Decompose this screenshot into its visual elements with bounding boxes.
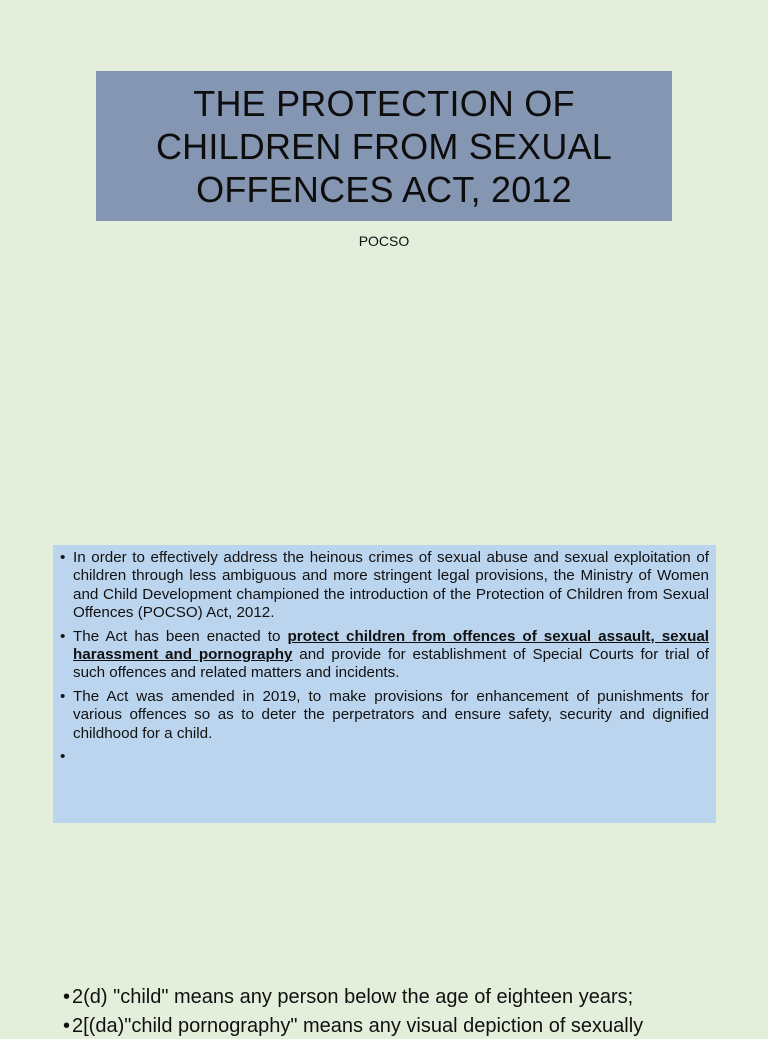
purpose-text-start: The Act has been enacted to [73, 627, 288, 645]
summary-bullet-list [60, 549, 709, 743]
bullet-glyph: • [63, 986, 71, 1008]
title-banner [96, 71, 672, 221]
definition-child-pornography [63, 1013, 712, 1039]
document-subtitle: POCSO [358, 233, 410, 249]
definition-child-pornography-text: 2[(da)"child pornography" means any visual depiction of sexually [72, 1015, 644, 1037]
purpose-text-end: and provide for establishment of Special Courts for trial of such offences and related matters and incidents. [73, 646, 709, 682]
purpose-emphasis: protect children from offences of sexual assault, sexual harassment and pornography [73, 627, 710, 664]
definition-child [63, 984, 712, 1010]
document-title: THE PROTECTION OF CHILDREN FROM SEXUAL OFFENCES ACT, 2012 [155, 82, 613, 210]
bullet-item-purpose [60, 628, 709, 683]
summary-box [53, 545, 716, 823]
bullet-item-amendment: • The Act was amended in 2019, to make provisions for enhancement of punishments for various offences so as to deter the perpetrators and ensure safety, security and dignified childhood for a child. [60, 688, 709, 743]
definition-child-text: 2(d) "child" means any person below the age of eighteen years; [72, 986, 634, 1008]
bullet-item-intro: • In order to effectively address the heinous crimes of sexual abuse and sexual exploitation of children through less ambiguous and more stringent legal provisions, the Ministry of Women and Child Development championed the introduction of the Protection of Children from Sexual Offences (POCSO) Act, 2012. [60, 549, 709, 623]
bullet-glyph: • [63, 1015, 71, 1037]
